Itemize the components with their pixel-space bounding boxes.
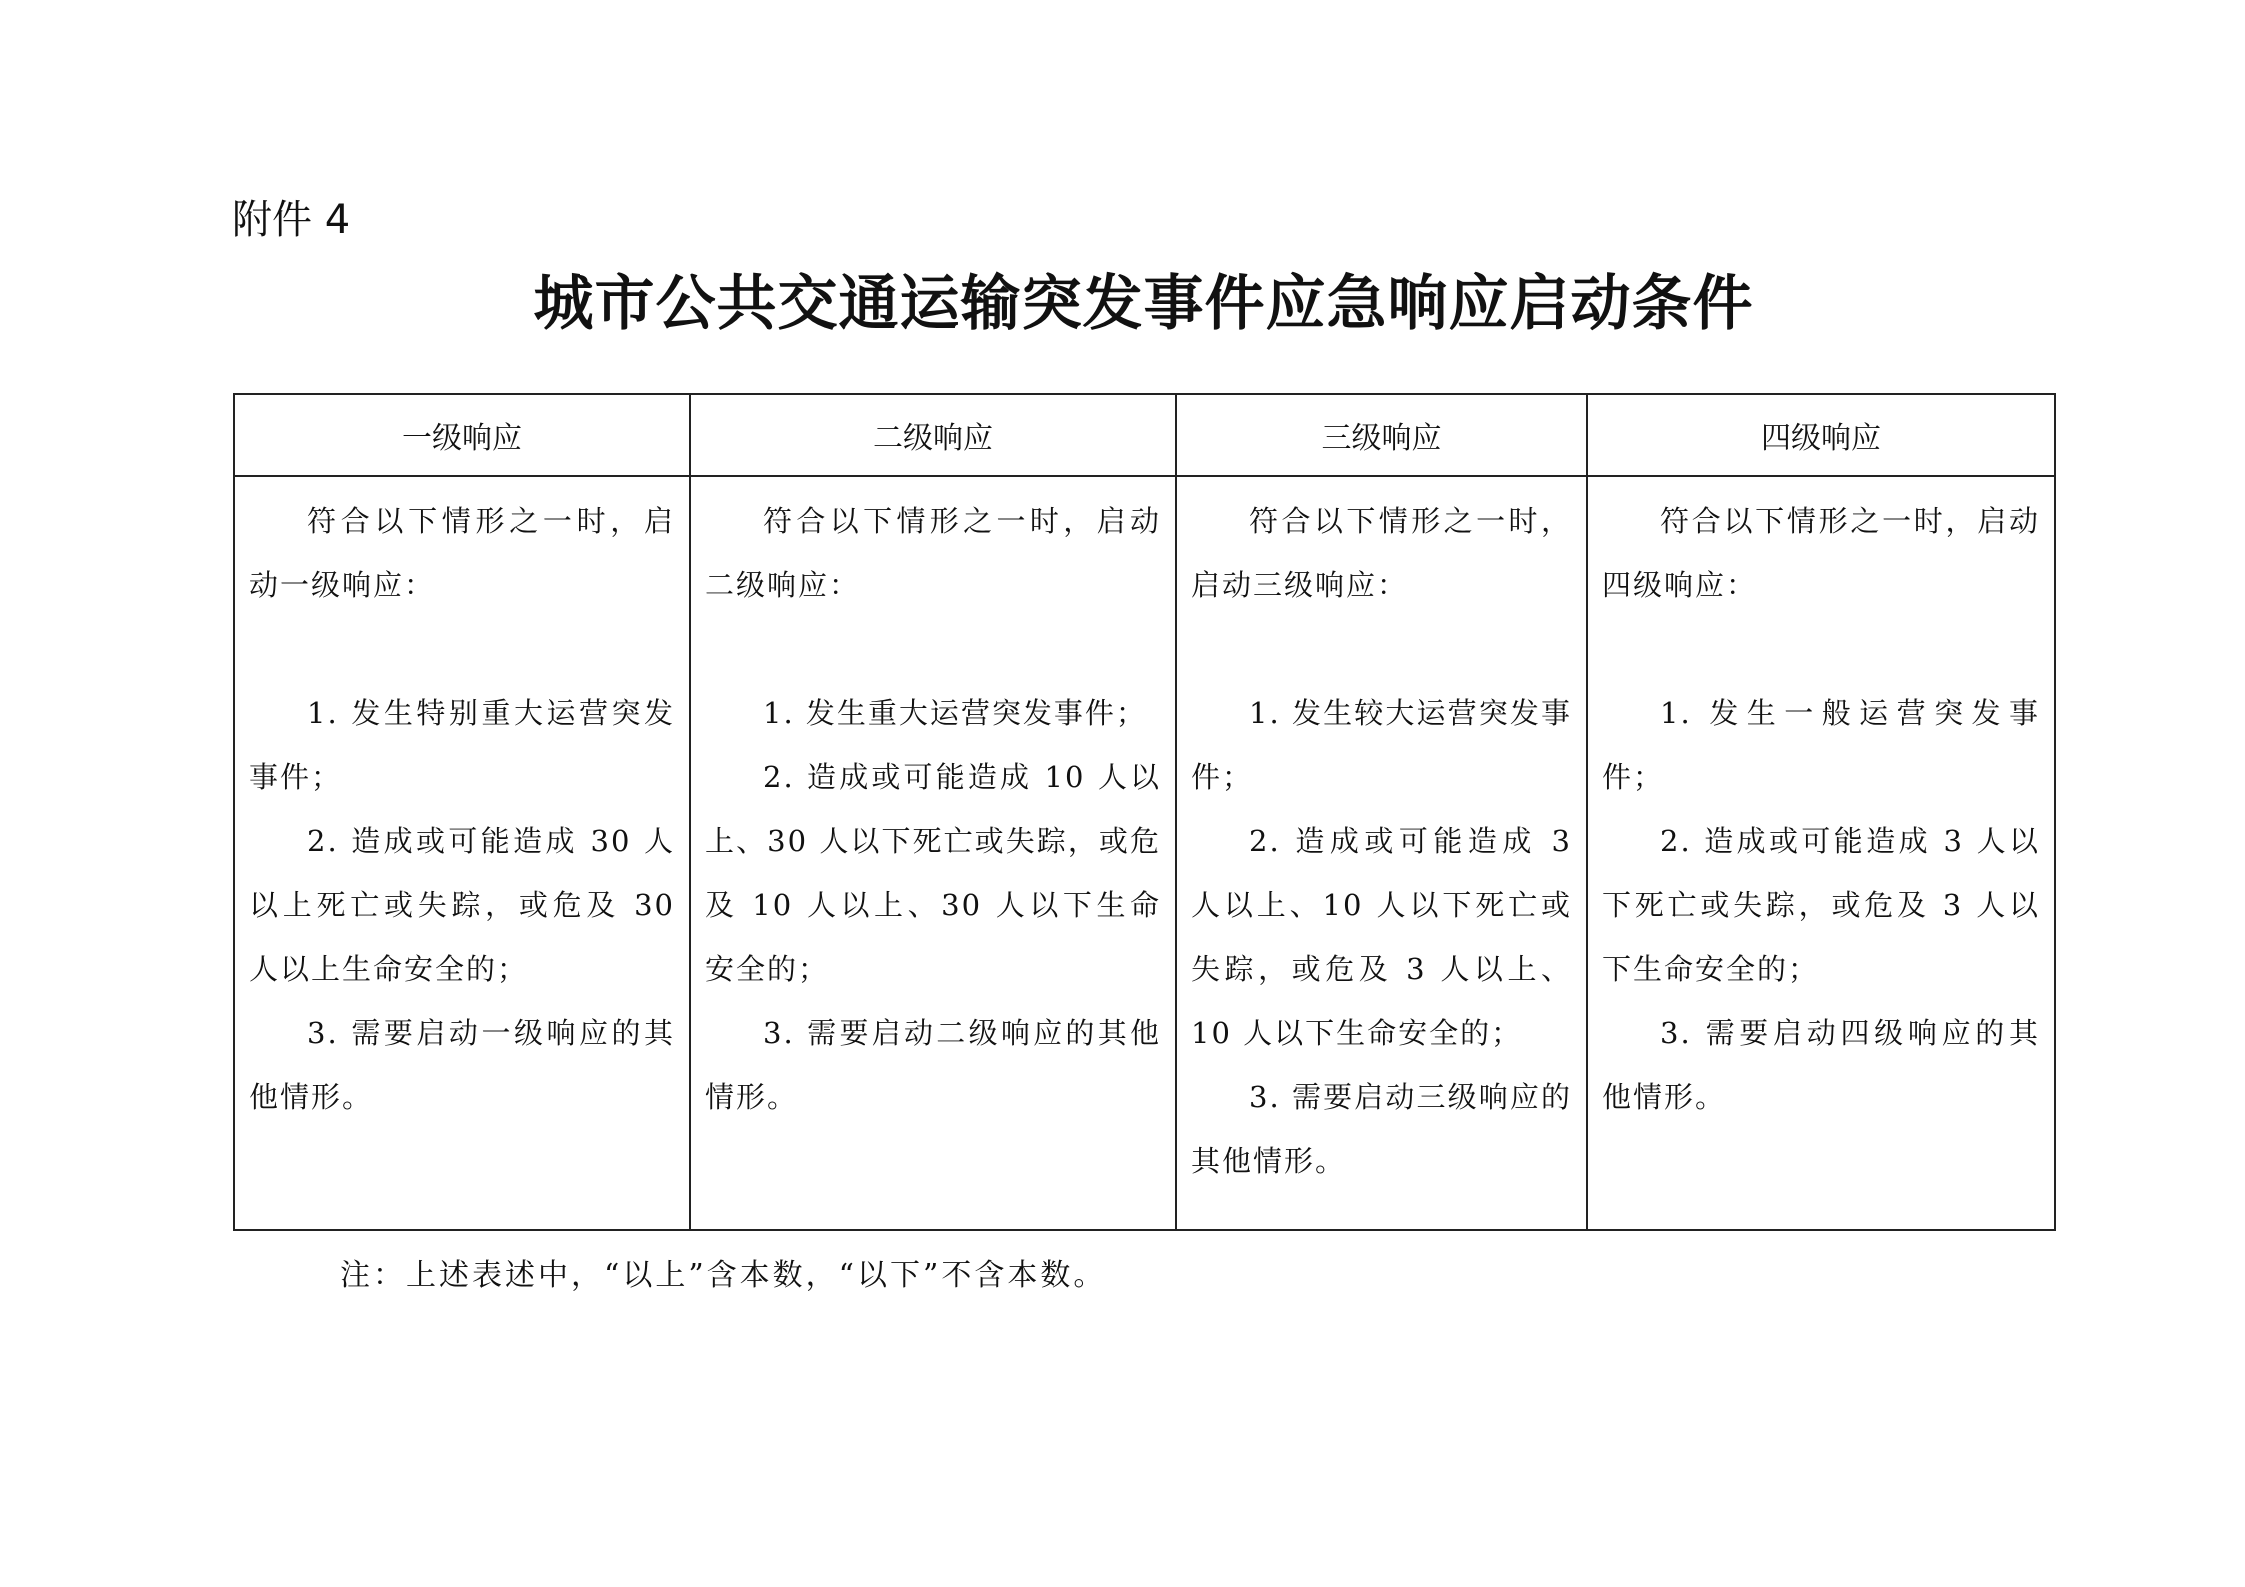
spacer xyxy=(1602,617,2040,681)
spacer xyxy=(249,617,675,681)
intro-text: 符合以下情形之一时，启动一级响应： xyxy=(249,504,675,602)
table-footnote: 注：上述表述中，“以上”含本数，“以下”不含本数。 xyxy=(340,1258,1107,1293)
condition-item: 2. 造成或可能造成 30 人以上死亡或失踪，或危及 30 人以上生命安全的； xyxy=(249,824,675,986)
condition-item: 3. 需要启动一级响应的其他情形。 xyxy=(249,1016,675,1114)
attachment-label: 附件 4 xyxy=(232,197,351,243)
condition-item: 1. 发生重大运营突发事件； xyxy=(763,696,1147,730)
cell-level-1 xyxy=(234,476,690,1230)
condition-item: 2. 造成或可能造成 3 人以上、10 人以下死亡或失踪，或危及 3 人以上、10 人以下生命安全的； xyxy=(1191,824,1572,1050)
intro-text: 符合以下情形之一时，启动三级响应： xyxy=(1191,504,1572,602)
header-level-3: 三级响应 xyxy=(1176,394,1587,476)
header-level-4: 四级响应 xyxy=(1587,394,2055,476)
condition-item: 2. 造成或可能造成 10 人以上、30 人以下死亡或失踪，或危及 10 人以上、30 人以下生命安全的； xyxy=(705,760,1161,986)
response-conditions-table xyxy=(233,393,2056,1231)
cell-level-4 xyxy=(1587,476,2055,1230)
cell-level-3 xyxy=(1176,476,1587,1230)
spacer xyxy=(1191,617,1572,681)
intro-text: 符合以下情形之一时，启动四级响应： xyxy=(1602,504,2040,602)
header-level-1: 一级响应 xyxy=(234,394,690,476)
condition-item: 2. 造成或可能造成 3 人以下死亡或失踪，或危及 3 人以下生命安全的； xyxy=(1602,824,2040,986)
condition-item: 1. 发生特别重大运营突发事件； xyxy=(249,696,675,794)
document-title: 城市公共交通运输突发事件应急响应启动条件 xyxy=(533,269,1754,339)
cell-level-2 xyxy=(690,476,1176,1230)
condition-item: 1. 发生一般运营突发事件； xyxy=(1602,696,2040,794)
spacer xyxy=(705,617,1161,681)
table-row xyxy=(234,476,2055,1230)
condition-item: 3. 需要启动四级响应的其他情形。 xyxy=(1602,1016,2040,1114)
condition-item: 1. 发生较大运营突发事件； xyxy=(1191,696,1572,794)
condition-item: 3. 需要启动三级响应的其他情形。 xyxy=(1191,1080,1572,1178)
table-header-row xyxy=(234,394,2055,476)
intro-text: 符合以下情形之一时，启动二级响应： xyxy=(705,504,1161,602)
header-level-2: 二级响应 xyxy=(690,394,1176,476)
condition-item: 3. 需要启动二级响应的其他情形。 xyxy=(705,1016,1161,1114)
